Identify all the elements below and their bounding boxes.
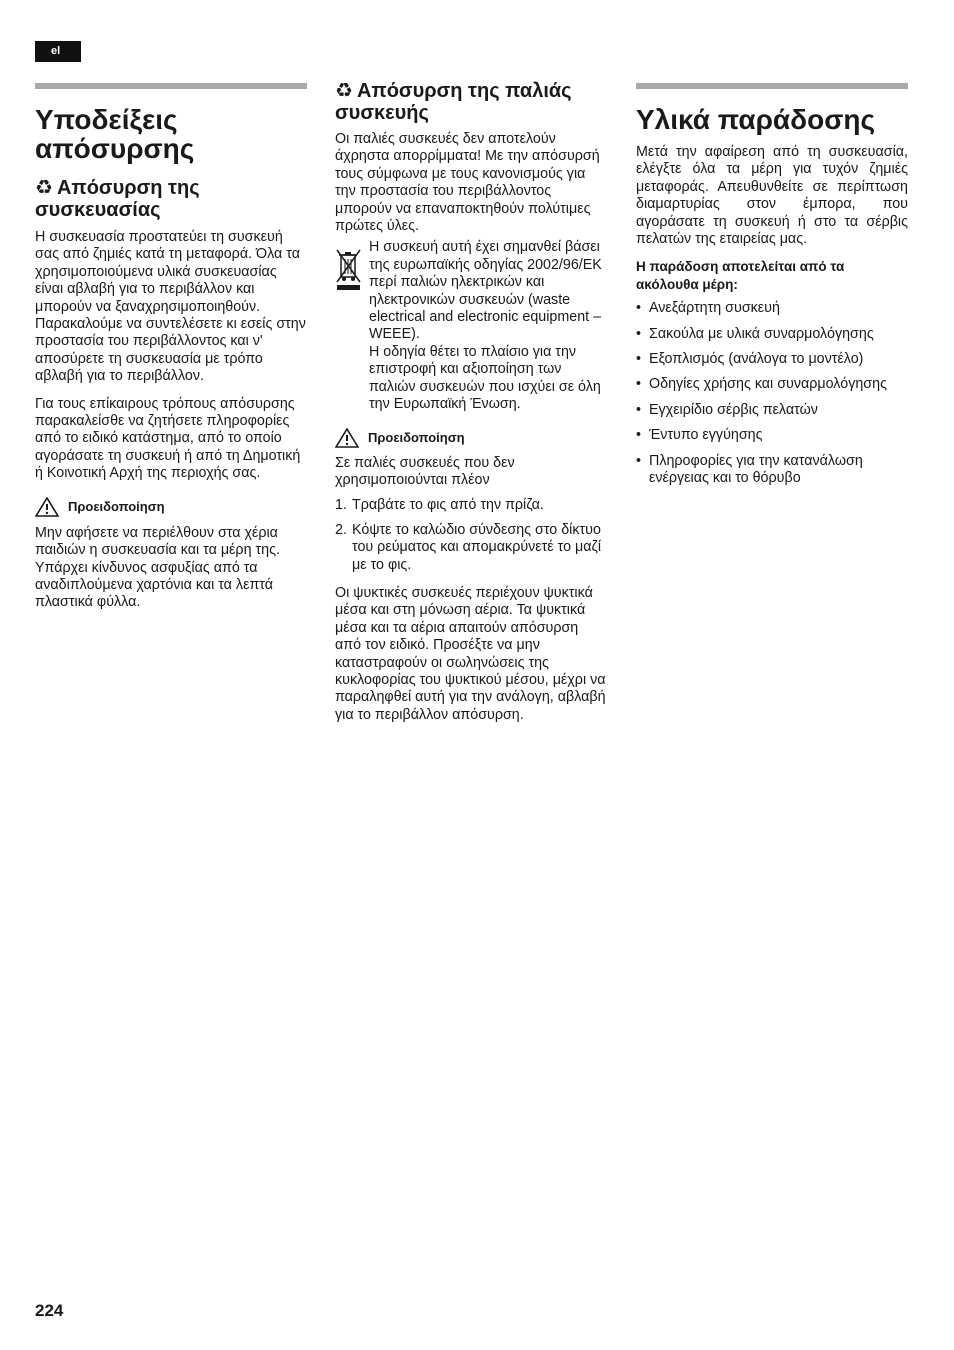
- warning-icon: [335, 428, 359, 448]
- warning-label: Προειδοποίηση: [368, 429, 465, 445]
- bullet-icon: •: [636, 427, 642, 444]
- old-appliance-heading: [335, 80, 607, 124]
- weee-text: [369, 239, 607, 413]
- warning-icon: [35, 497, 59, 517]
- list-item-text: Εγχειρίδιο σέρβις πελατών: [649, 401, 818, 418]
- step-item: [335, 522, 607, 574]
- packaging-heading: [35, 177, 307, 221]
- weee-directive-text: Η συσκευή αυτή έχει σημανθεί βάσει της ευρωπαϊκής οδηγίας 2002/96/ΕΚ περί παλιών ηλεκτρικών και ηλεκτρονικών συσκευών (waste electrical and electronic equipment – WEEE).: [369, 239, 602, 343]
- packaging-heading-text: Απόσυρση της συσκευασίας: [35, 177, 200, 221]
- list-item: [636, 402, 908, 419]
- language-tab: el: [35, 41, 81, 62]
- bullet-icon: •: [636, 300, 642, 317]
- disposal-column: [35, 80, 307, 612]
- bullet-icon: •: [636, 351, 642, 368]
- delivery-items-list: [636, 300, 908, 487]
- list-item-text: Εξοπλισμός (ανάλογα το μοντέλο): [649, 351, 864, 368]
- list-item: [636, 326, 908, 343]
- list-item-text: Οδηγίες χρήσης και συναρμολόγησης: [649, 376, 887, 393]
- list-item: [636, 351, 908, 368]
- list-item: [636, 453, 908, 488]
- weee-block: [335, 239, 607, 413]
- delivery-paragraph: Μετά την αφαίρεση από τη συσκευασία, ελέγξτε όλα τα μέρη για τυχόν ζημιές μεταφοράς. Απευθυνθείτε σε περίπτωση διαμαρτυρίας στον έμπορα, που αγοράσατε τη συσκευή ή στο τα σέρβις πελατών της εταιρείας μας.: [636, 144, 908, 248]
- bullet-icon: •: [636, 452, 642, 469]
- old-appliance-warning-intro: Σε παλιές συσκευές που δεν χρησιμοποιούνται πλέον: [335, 454, 515, 488]
- step-number: 1.: [335, 497, 347, 514]
- list-item-text: Έντυπο εγγύησης: [649, 427, 763, 444]
- list-item: [636, 427, 908, 444]
- list-item-text: Σακούλα με υλικά συναρμολόγησης: [649, 325, 874, 342]
- bullet-icon: •: [636, 376, 642, 393]
- crossed-bin-icon: [335, 239, 367, 296]
- step-text: Κόψτε το καλώδιο σύνδεσης στο δίκτυο του ρεύματος και απομακρύνετέ το μαζί με το φις.: [352, 521, 602, 573]
- packaging-warning-text: Μην αφήσετε να περιέλθουν στα χέρια παιδιών η συσκευασία και τα μέρη της. Υπάρχει κίνδυνος ασφυξίας από τα αναδιπλούμενα χαρτόνια και τα λεπτά πλαστικά φύλλα.: [35, 524, 280, 611]
- old-appliance-column: [335, 80, 607, 724]
- old-appliance-paragraph: Οι παλιές συσκευές δεν αποτελούν άχρηστα απορρίμματα! Με την απόσυρσή τους σύμφωνα με τους κανονισμούς για την προστασία του περιβάλλοντος μπορούν να επαναποκτηθούν πολύτιμες πρώτες ύλες.: [335, 131, 600, 235]
- disposal-title: Υποδείξεις απόσυρσης: [35, 104, 195, 164]
- refrigerant-paragraph: Οι ψυκτικές συσκευές περιέχουν ψυκτικά μέσα και στη μόνωση αέρια. Τα ψυκτικά μέσα και τα αέρια απαιτούν απόσυρση από τον ειδικό. Προσέξτε να μην καταστραφούν οι σωληνώσεις της κυκλοφορίας του ψυκτικού μέσου, μέχρι να παραληφθεί αυτή για την ανάλογη, αβλαβή για το περιβάλλον απόσυρση.: [335, 584, 606, 723]
- list-item-text: Πληροφορίες για την κατανάλωση ενέργειας και το θόρυβο: [649, 452, 863, 487]
- disposal-steps: [335, 497, 607, 574]
- recycle-icon: ♻: [335, 80, 353, 102]
- step-item: [335, 497, 607, 514]
- packaging-info-paragraph: Για τους επίκαιρους τρόπους απόσυρσης παρακαλείσθε να ζητήσετε πληροφορίες από το ειδικό κατάστημα, από το οποίο αγοράσατε τη συσκευή ή από τη Δημοτική ή Κοινοτική Αρχή της περιοχής σας.: [35, 395, 301, 482]
- list-item: [636, 376, 908, 393]
- delivery-list-intro: Η παράδοση αποτελείται από τα ακόλουθα μέρη:: [636, 259, 845, 292]
- list-item-text: Ανεξάρτητη συσκευή: [649, 300, 780, 317]
- step-text: Τραβάτε το φις από την πρίζα.: [352, 497, 544, 514]
- weee-framework-text: Η οδηγία θέτει το πλαίσιο για την επιστροφή και αξιοποίηση των παλιών συσκευών που ισχύει σε όλη την Ευρωπαϊκή Ένωση.: [369, 343, 601, 413]
- delivery-column: [636, 80, 908, 496]
- delivery-title: Υλικά παράδοσης: [636, 104, 876, 135]
- list-item: [636, 300, 908, 317]
- page-number: 224: [35, 1301, 64, 1320]
- bullet-icon: •: [636, 401, 642, 418]
- packaging-paragraph: Η συσκευασία προστατεύει τη συσκευή σας από ζημιές κατά τη μεταφορά. Όλα τα χρησιμοποιούμενα υλικά συσκευασίας είναι αβλαβή για το περιβάλλον και μπορούν να ξαναχρησιμοποιηθούν. Παρακαλούμε να συντελέσετε κι εσείς στην προστασία του περιβάλλοντος και ν' απoσύρετε τη συσκευασία με τρόπο αβλαβή για το περιβάλλον.: [35, 229, 306, 385]
- warning-label: Προειδοποίηση: [68, 498, 165, 514]
- recycle-icon: ♻: [35, 177, 53, 199]
- old-appliance-heading-text: Απόσυρση της παλιάς συσκευής: [335, 80, 572, 124]
- packaging-warning-heading: [35, 497, 307, 517]
- bullet-icon: •: [636, 325, 642, 342]
- step-number: 2.: [335, 521, 347, 538]
- old-appliance-warning-heading: [335, 428, 607, 448]
